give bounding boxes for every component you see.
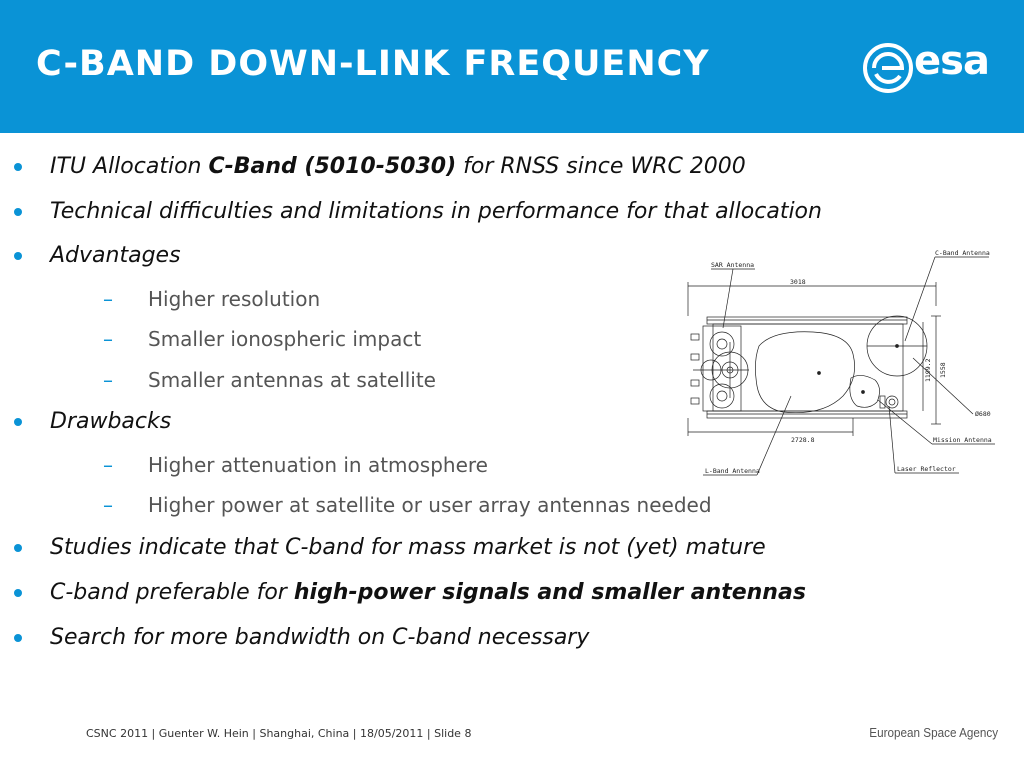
bullet-dot bbox=[14, 544, 22, 552]
bullet-text: Studies indicate that C-band for mass market is not (yet) mature bbox=[50, 535, 766, 560]
bullet-text: Drawbacks bbox=[50, 409, 172, 434]
label-sar-antenna: SAR Antenna bbox=[711, 261, 755, 269]
label-mission-antenna: Mission Antenna bbox=[933, 436, 992, 444]
bullet-text: C-band preferable for bbox=[50, 580, 294, 605]
sub-bullet-text: Higher resolution bbox=[148, 287, 321, 311]
label-l-band-antenna: L-Band Antenna bbox=[705, 467, 760, 475]
bullet-dot bbox=[14, 163, 22, 171]
slide-footer: CSNC 2011 | Guenter W. Hein | Shanghai, China | 18/05/2011 | Slide 8 bbox=[86, 727, 472, 740]
bullet-text: Technical difficulties and limitations in performance for that allocation bbox=[50, 199, 822, 224]
bullet-text: ITU Allocation bbox=[50, 154, 209, 179]
bullet-dot bbox=[14, 252, 22, 260]
label-dim-680: Ø680 bbox=[975, 410, 991, 418]
sub-bullet-text: Smaller ionospheric impact bbox=[148, 327, 422, 351]
bullet-bold-text: high-power signals and smaller antennas bbox=[293, 580, 806, 605]
sub-bullet-text: Higher attenuation in atmosphere bbox=[148, 453, 488, 477]
label-laser-reflector: Laser Reflector bbox=[897, 465, 956, 473]
footer-brand: European Space Agency bbox=[869, 725, 998, 740]
bullet-bold-text: C-Band (5010-5030) bbox=[208, 154, 457, 179]
label-c-band-antenna: C-Band Antenna bbox=[935, 249, 990, 257]
label-dim-1199: 1199.2 bbox=[924, 358, 932, 382]
bullet-dot bbox=[14, 589, 22, 597]
sub-bullet-dash: – bbox=[103, 368, 113, 392]
bullet-dot bbox=[14, 418, 22, 426]
sub-bullet-dash: – bbox=[103, 453, 113, 477]
bullet-dot bbox=[14, 634, 22, 642]
esa-logo-text: esa bbox=[914, 38, 989, 84]
bullet-text-tail: for RNSS since WRC 2000 bbox=[456, 154, 746, 179]
bullet-dot bbox=[14, 208, 22, 216]
label-dim-2728: 2728.8 bbox=[791, 436, 815, 444]
label-dim-3018: 3018 bbox=[790, 278, 806, 286]
satellite-drawing bbox=[683, 246, 995, 482]
label-dim-1558: 1558 bbox=[939, 362, 947, 378]
sub-bullet-dash: – bbox=[103, 287, 113, 311]
bullet-text: Advantages bbox=[50, 243, 181, 268]
sub-bullet-text: Higher power at satellite or user array antennas needed bbox=[148, 493, 712, 517]
esa-logo-icon bbox=[862, 42, 914, 94]
slide-title: C-BAND DOWN-LINK FREQUENCY bbox=[36, 44, 710, 84]
slide-header bbox=[0, 0, 1024, 133]
sub-bullet-dash: – bbox=[103, 493, 113, 517]
bullet-text: Search for more bandwidth on C-band necessary bbox=[50, 625, 590, 650]
sub-bullet-text: Smaller antennas at satellite bbox=[148, 368, 436, 392]
esa-logo bbox=[862, 38, 1002, 94]
sub-bullet-dash: – bbox=[103, 327, 113, 351]
